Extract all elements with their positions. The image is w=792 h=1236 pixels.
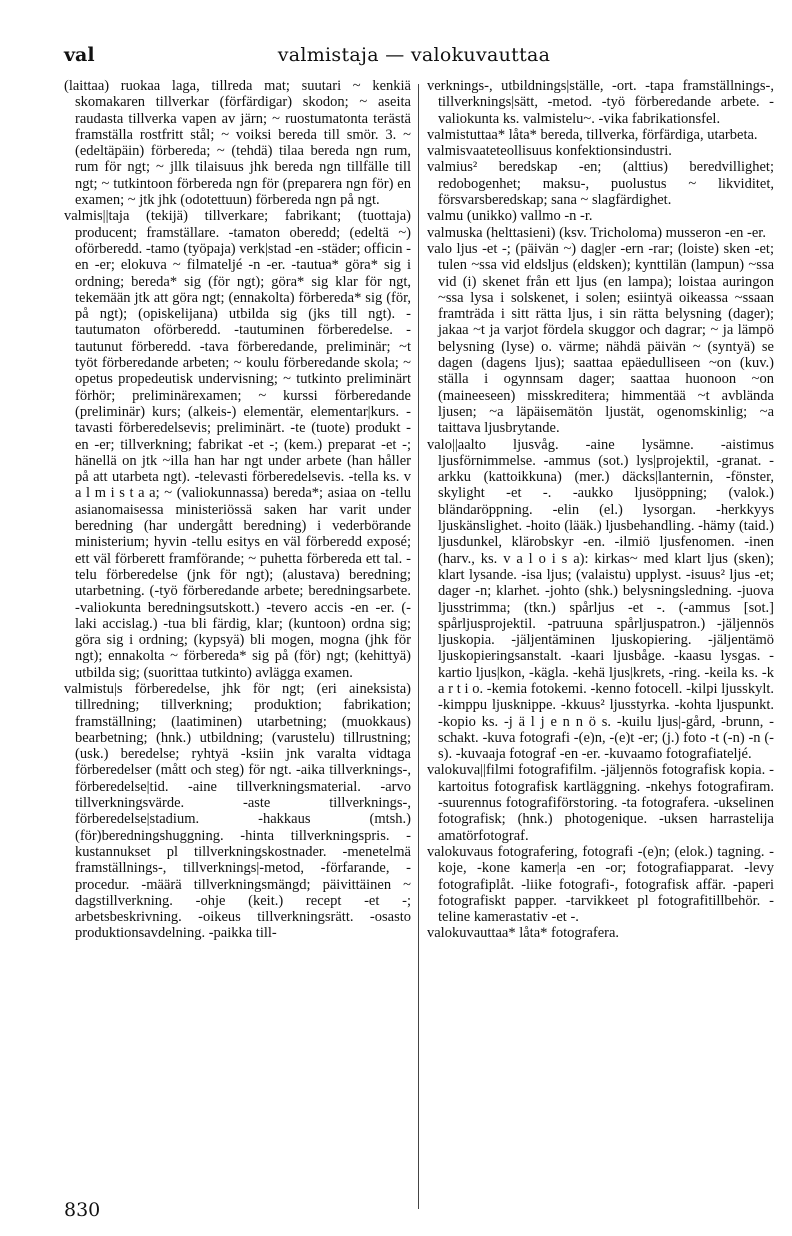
dictionary-entry: valmis||taja (tekijä) tillverkare; fabrikant; (tuottaja) producent; framställare. -tamaton oberedd; (edeltä ~) oförberedd. -tamo (työpaja) verk|stad -en -städer; officin -en -er; elokuva ~ filmateljé -n -er. -tautua* göra* sig i ordning; bereda* sig (för ngt); göra* sig klar för ngt, tekemään jtk att göra ngt; (ennakolta) förbereda* sig (för, på ngt); (opiskelijana) utbilda sig (jks till ngt). -tautumaton oförberedd. -tautuminen förberedelse. -tautunut förberedd. -tava förberedande, preliminär; ~t työt förberedande arbeten; ~ koulu förberedande skola; ~ opetus propedeutisk undervisning; ~ tutkinto preliminärt förhör; preliminärexamen; ~ kurssi förberedande (preliminär) kurs; (alkeis-) elementär, elementar|kurs. -tavasti förberedelsevis; preliminärt. -te (tuote) produkt -en -er; tillverkning; fabrikat -et -; (kem.) preparat -et -; hänellä on jtk ~illa han har ngt under arbete (han håller på att utarbeta ngt). -televasti förberedelsevis. -tella ks. v a l m i s t a a; ~ (valiokunnassa) bereda*; asiaa on -tellu asianomaisessa ministeriössä saken har varit under beredning (har undergått beredning) i vederbörande ministerium; hyvin -tellu esitys en väl förberedd exposé; ett väl förberett framförande; ~ puhetta förbereda ett tal. -telu förberedelse (jnk för ngt); (alustava) beredning; utarbetning. (-työ förberedande arbete; beredningsarbete. -valiokunta beredningsutskott.) -tevero accis -en -er. (-laki accislag.) -tua bli färdig, klar; (kuntoon) ordna sig; göra sig i ordning; (kypsyä) bli mogen, mogna (jhk för ngt); ennakolta ~ förbereda* sig på (för) ngt; (kehittyä) utbilda sig; (suorittaa tutkinto) avlägga examen. [64,208,411,681]
dictionary-entry: valmistu|s förberedelse, jhk för ngt; (eri aineksista) tillredning; tillverkning; produktion; fabrikation; framställning; (laatiminen) utarbetning; (muokkaus) bearbetning; (hnk.) utbildning; (varustelu) tillrustning; (usk.) beredelse; ryhtyä -ksiin jnk varalta vidtaga förberedelser (mått och steg) för ngt. -aika tillverknings-, förberedelse|tid. -aine tillverkningsmaterial. -arvo tillverkningsvärde. -aste tillverknings-, förberedelse|stadium. -hakkaus (mtsh.) (för)beredningshuggning. -hinta tillverkningspris. -kustannukset pl tillverkningskostnader. -menetelmä framställnings-, tillverknings|-metod, -förfarande, -procedur. -määrä tillverkningsmängd; päivittäinen ~ dagstillverkning. -ohje (keit.) recept -et -; arbetsbeskrivning. -oikeus tillverkningsrätt. -osasto produktionsavdelning. -paikka till- [64,680,411,942]
dictionary-entry: verknings-, utbildnings|ställe, -ort. -tapa framställnings-, tillverknings|sätt, -metod. -työ förberedande arbete. -valiokunta ks. valmistelu~. -vika fabrikationsfel. [427,78,774,127]
dictionary-entry: valokuvauttaa* låta* fotografera. [427,925,620,942]
dictionary-entry: valo||aalto ljusvåg. -aine lysämne. -aistimus ljusförnimmelse. -ammus (sot.) lys|projektil, -granat. -arkku (kattoikkuna) (mer.) däcks|lanternin, -fönster, skylight -et -. -aukko ljusöppning; (valok.) bländaröppning. -elin (el.) lysorgan. -herkkyys ljuskänslighet. -hoito (lääk.) ljusbehandling. -hämy (taid.) ljusdunkel, klärobskyr -en. -ilmiö ljusfenomen. -inen (harv., ks. v a l o i s a): kirkas~ med klart ljus (sken); klart lysande. -isa ljus; (valaistu) upplyst. -isuus² ljus -et; dager -n; klarhet. -johto (shk.) belysningsledning. -juova ljusstrimma; (tkn.) spårljus -et -. (-ammus [sot.] spårljusprojektil. -patruuna spårljuspatron.) -jäljennös ljuskopia. -jäljentäminen ljuskopiering. -jäljentämö ljuskopieringsanstalt. -kaari ljusbåge. -kaasu lysgas. -kartio ljus|kon, -kägla. -kehä ljus|krets, -ring. -keila ks. -k a r t i o. -kemia fotokemi. -kenno fotocell. -kilpi ljusskylt. -kimppu ljusknippe. -kkuus² ljusstyrka. -kohta ljuspunkt. -kopio ks. -j ä l j e n n ö s. -kuilu ljus|-gård, -brunn, -schakt. -kuva fotografi -(e)n, -(e)t -er; (j.) foto -t (-n) -n (-s). -kuvaaja fotograf -en -er. -kuvaamo fotografiateljé. [427,436,774,763]
dictionary-entry: (laittaa) ruokaa laga, tillreda mat; suutari ~ kenkiä skomakaren tillverkar (förfärdigar) skodon; ~ aseita raudasta tillverka vapen av järn; ~ ruostumatonta terästä framställa rostfritt stål; ~ voiksi bereda till smör. 3. ~ (edeltäpäin) förbereda; ~ (tehdä) tilaa bereda ngn rum, rum för ngt; ~ jllk tilaisuus jhk bereda ngn tillfälle till ngt; ~ tutkintoon förbereda ngn för (preparera ngn för) en examen; ~ jtk jhk (odotettuun) förbereda ngn på ngt. [64,78,411,209]
dictionary-entry: valmius² beredskap -en; (alttius) beredvillighet; redobogenhet; maksu-, puolustus ~ likviditet, försvarsberedskap; sana ~ slagfärdighet. [427,159,774,209]
dictionary-entry: valmistuttaa* låta* bereda, tillverka, förfärdiga, utarbeta. [427,126,758,143]
left-column [64,78,411,1198]
dictionary-entry: valokuva||filmi fotografifilm. -jäljennös fotografisk kopia. -kartoitus fotografisk kartläggning. -nkehys fotografiram. -suurennus fotografiförstoring. -ta fotografera. -ukselinen fotografisk; (hnk.) photogenique. -uksen harrastelija amatörfotograf. [427,762,774,844]
column-divider [418,84,419,1209]
dictionary-entry: valo ljus -et -; (päivän ~) dag|er -ern -rar; (loiste) sken -et; tulen ~ssa vid eldsljus (eldsken); kynttilän (lampun) ~ssa vid (i) skenet från ett ljus (en lampa); loistaa auringon ~ssa lysa i solskenet, i solen; esiintyä oikeassa ~ssaan framträda i sitt rätta ljus, i sin rätta belysning (dager); jakaa ~t ja varjot fördela skuggor och dagrar; ~ ja lämpö belysning (lyse) o. värme; nähdä päivän ~ (syntyä) se dagen (dagens ljus); saattaa epäedulliseen ~on (kuv.) ställa i ogynnsam dager; saattaa huonoon ~on (maineeseen) misskreditera; himmentää ~t avblända ljusen; ~a läpäisemätön ljustät, ogenomskinlig; ~a taittava ljusbrytande. [427,240,774,437]
guide-word: val [64,44,95,66]
dictionary-entry: valmu (unikko) vallmo -n -r. [427,208,593,225]
running-title: valmistaja — valokuvauttaa [277,44,551,66]
dictionary-entry: valokuvaus fotografering, fotografi -(e)n; (elok.) tagning. -koje, -kone kamer|a -en -or; fotografiapparat. -levy fotografiplåt. -liike fotografi-, fotografisk affär. -paperi fotografiskt papper. -tarvikkeet pl fotografitillbehör. -teline kamerastativ -et -. [427,843,774,926]
page-number: 830 [64,1199,101,1221]
right-column [427,78,774,1198]
dictionary-entry: valmuska (helttasieni) (ksv. Tricholoma) musseron -en -er. [427,224,766,241]
dictionary-entry: valmisvaateteollisuus konfektionsindustri. [427,143,672,160]
page-header [64,44,764,72]
